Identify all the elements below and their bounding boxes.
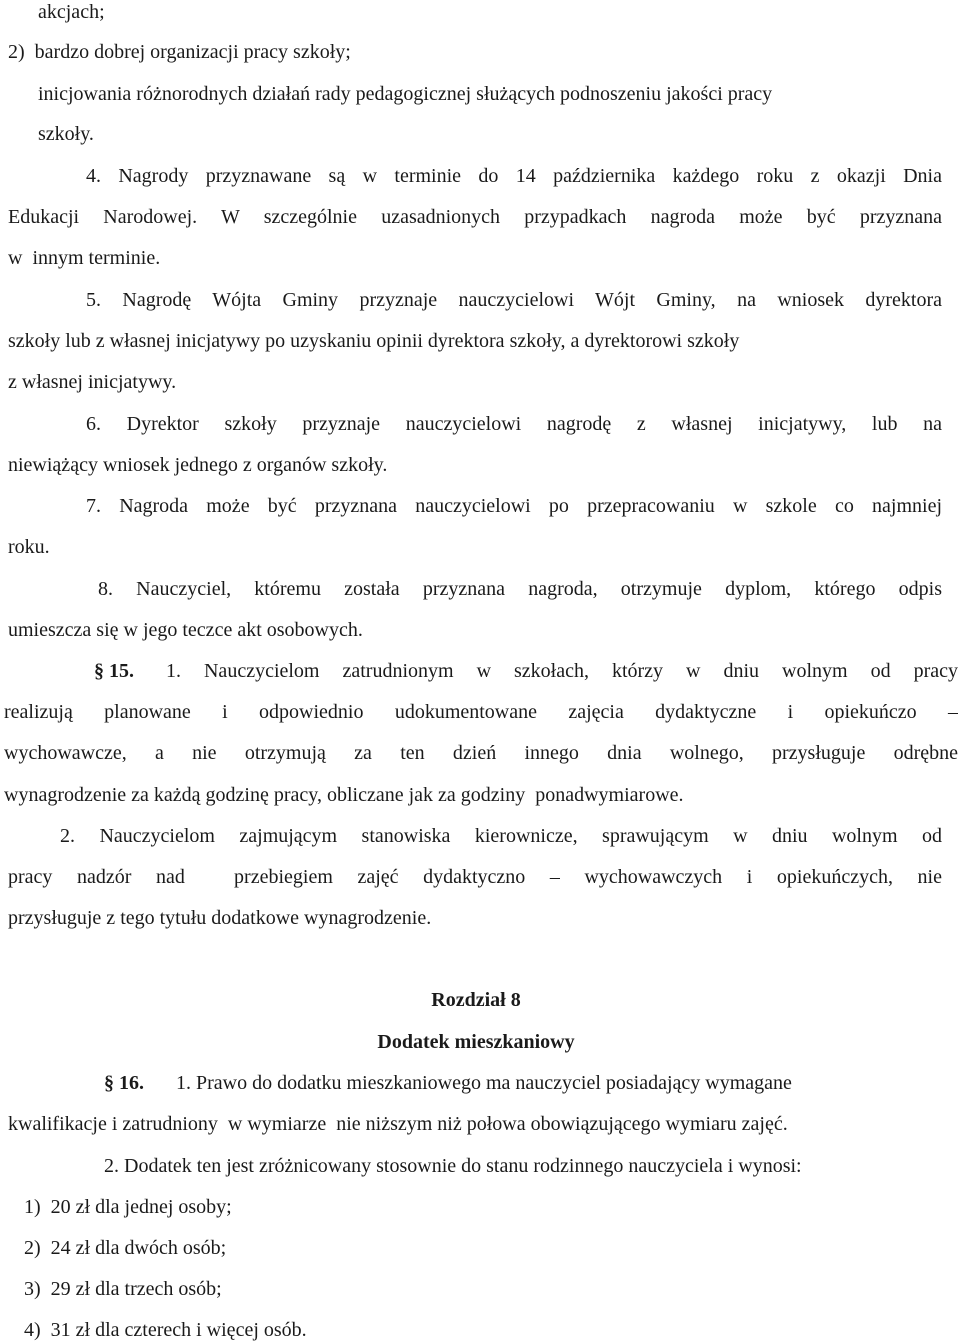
paragraph-4-line: 4. Nagrody przyznawane są w terminie do 14 października każdego roku z okazji Dnia	[86, 165, 942, 187]
paragraph-15-2-line: pracy nadzór nad przebiegiem zajęć dydaktyczno – wychowawczych i opiekuńczych, nie	[8, 866, 942, 888]
text-line: szkoły.	[38, 123, 94, 145]
chapter-number: Rozdział 8	[431, 989, 521, 1011]
section-sign-15: § 15.	[94, 660, 134, 682]
paragraph-5-line: szkoły lub z własnej inicjatywy po uzyskaniu opinii dyrektora szkoły, a dyrektorowi szkoły	[8, 330, 740, 352]
paragraph-15-1-line: realizują planowane i odpowiednio udokumentowane zajęcia dydaktyczne i opiekuńczo –	[4, 701, 958, 723]
paragraph-5-line: 5. Nagrodę Wójta Gminy przyznaje nauczycielowi Wójt Gminy, na wniosek dyrektora	[86, 289, 942, 311]
paragraph-16-1-line: 1. Prawo do dodatku mieszkaniowego ma nauczyciel posiadający wymagane	[176, 1072, 792, 1094]
list-item: 3) 29 zł dla trzech osób;	[24, 1278, 222, 1300]
list-item: 2) bardzo dobrej organizacji pracy szkoły;	[8, 41, 351, 63]
text-line: inicjowania różnorodnych działań rady pedagogicznej służących podnoszeniu jakości pracy	[38, 83, 773, 105]
paragraph-6-line: 6. Dyrektor szkoły przyznaje nauczycielowi nagrodę z własnej inicjatywy, lub na	[86, 413, 942, 435]
paragraph-7-line: roku.	[8, 536, 50, 558]
paragraph-7-line: 7. Nagroda może być przyznana nauczycielowi po przepracowaniu w szkole co najmniej	[86, 495, 942, 517]
paragraph-4-line: Edukacji Narodowej. W szczególnie uzasadnionych przypadkach nagroda może być przyznana	[8, 206, 942, 228]
paragraph-4-line: w innym terminie.	[8, 247, 161, 269]
paragraph-15-2-line: 2. Nauczycielom zajmującym stanowiska kierownicze, sprawującym w dniu wolnym od	[60, 825, 942, 847]
list-item: 2) 24 zł dla dwóch osób;	[24, 1237, 227, 1259]
paragraph-15-1-line: wynagrodzenie za każdą godzinę pracy, obliczane jak za godziny ponadwymiarowe.	[4, 784, 684, 806]
paragraph-16-1-line: kwalifikacje i zatrudniony w wymiarze nie niższym niż połowa obowiązującego wymiaru zajęć.	[8, 1113, 788, 1135]
list-item: 1) 20 zł dla jednej osoby;	[24, 1196, 232, 1218]
text-line: akcjach;	[38, 1, 105, 23]
paragraph-15-1-line: wychowawcze, a nie otrzymują za ten dzień innego dnia wolnego, przysługuje odrębne	[4, 742, 958, 764]
paragraph-15-1-line: 1. Nauczycielom zatrudnionym w szkołach, którzy w dniu wolnym od pracy	[166, 660, 958, 682]
section-sign-16: § 16.	[104, 1072, 144, 1094]
paragraph-15-2-line: przysługuje z tego tytułu dodatkowe wynagrodzenie.	[8, 907, 432, 929]
paragraph-8-line: 8. Nauczyciel, któremu została przyznana nagroda, otrzymuje dyplom, którego odpis	[98, 578, 942, 600]
paragraph-5-line: z własnej inicjatywy.	[8, 371, 177, 393]
chapter-title: Dodatek mieszkaniowy	[377, 1031, 575, 1053]
list-item: 4) 31 zł dla czterech i więcej osób.	[24, 1319, 307, 1341]
paragraph-6-line: niewiążący wniosek jednego z organów szkoły.	[8, 454, 388, 476]
paragraph-16-2-line: 2. Dodatek ten jest zróżnicowany stosownie do stanu rodzinnego nauczyciela i wynosi:	[104, 1155, 802, 1177]
paragraph-8-line: umieszcza się w jego teczce akt osobowych.	[8, 619, 363, 641]
